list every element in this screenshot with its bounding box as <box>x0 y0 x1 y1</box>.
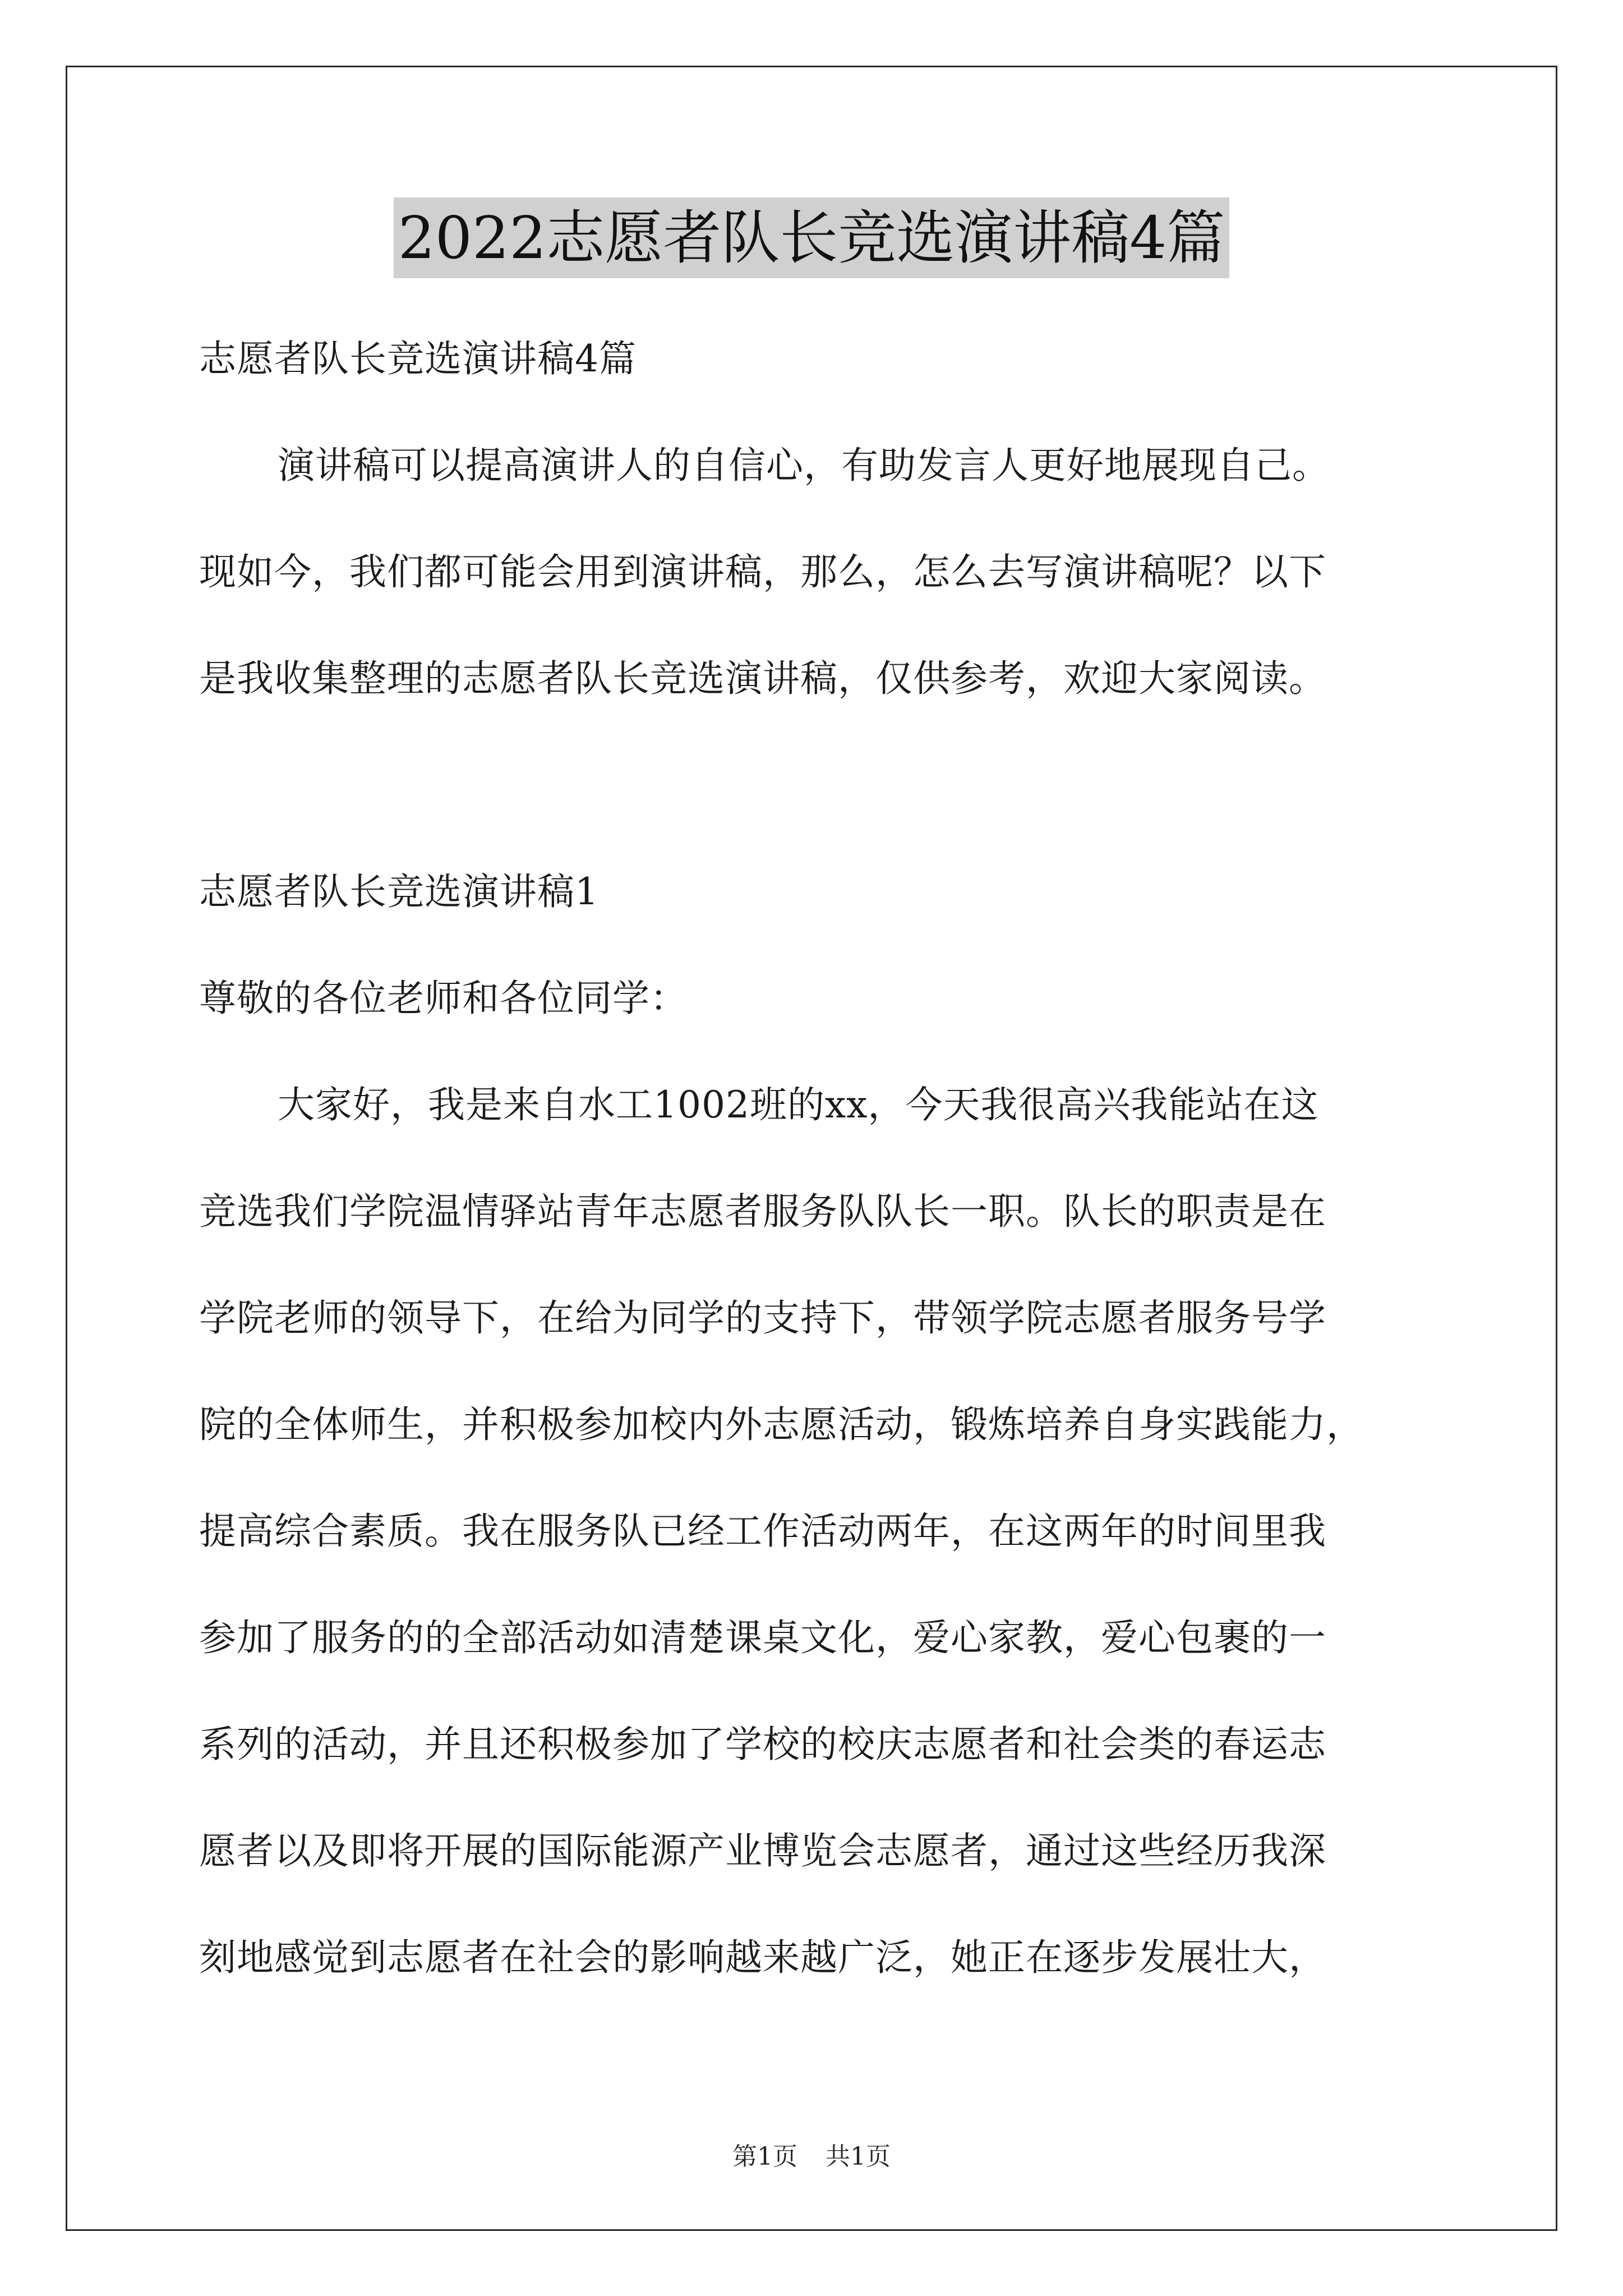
document-body <box>199 306 1433 2011</box>
body-line: 刻地感觉到志愿者在社会的影响越来越广泛，她正在逐步发展壮大， <box>199 1936 1326 1979</box>
section-heading: 志愿者队长竞选演讲稿1 <box>199 870 599 913</box>
title-container <box>0 197 1623 278</box>
intro-line: 是我收集整理的志愿者队长竞选演讲稿，仅供参考，欢迎大家阅读。 <box>199 657 1326 700</box>
body-line: 竞选我们学院温情驿站青年志愿者服务队队长一职。队长的职责是在 <box>199 1190 1326 1233</box>
body-line: 学院老师的领导下，在给为同学的支持下，带领学院志愿者服务号学 <box>199 1296 1326 1340</box>
body-line: 愿者以及即将开展的国际能源产业博览会志愿者，通过这些经历我深 <box>199 1829 1326 1872</box>
body-line: 参加了服务的的全部活动如清楚课桌文化，爱心家教，爱心包裹的一 <box>199 1616 1326 1659</box>
page-total: 共1页 <box>826 2142 891 2171</box>
paragraph-gap <box>199 732 1433 839</box>
greeting: 尊敬的各位老师和各位同学： <box>199 977 688 1020</box>
intro-line: 现如今，我们都可能会用到演讲稿，那么，怎么去写演讲稿呢？以下 <box>199 550 1326 593</box>
body-line: 大家好，我是来自水工1002班的xx，今天我很高兴我能站在这 <box>278 1083 1319 1126</box>
body-line: 提高综合素质。我在服务队已经工作活动两年，在这两年的时间里我 <box>199 1510 1326 1553</box>
subtitle: 志愿者队长竞选演讲稿4篇 <box>199 337 637 380</box>
intro-line: 演讲稿可以提高演讲人的自信心，有助发言人更好地展现自己。 <box>278 444 1330 487</box>
page-number: 第1页 <box>732 2142 797 2171</box>
document-title: 2022志愿者队长竞选演讲稿4篇 <box>394 197 1230 278</box>
page-footer <box>0 2140 1623 2174</box>
body-line: 院的全体师生，并积极参加校内外志愿活动，锻炼培养自身实践能力， <box>199 1403 1364 1446</box>
body-line: 系列的活动，并且还积极参加了学校的校庆志愿者和社会类的春运志 <box>199 1723 1326 1766</box>
